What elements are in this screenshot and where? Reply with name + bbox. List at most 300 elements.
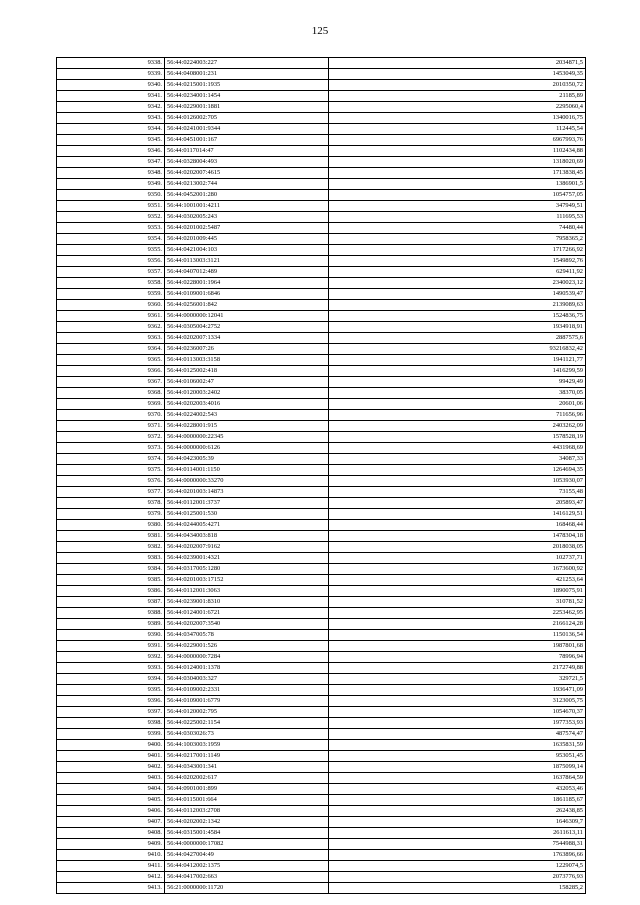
row-number-cell: 9350. — [57, 190, 165, 201]
cadastral-number-cell: 56:44:0451001:167 — [165, 135, 329, 146]
table-row — [57, 542, 586, 553]
row-number-cell: 9380. — [57, 520, 165, 531]
cadastral-value-cell: 2034871,5 — [329, 58, 586, 69]
table-row — [57, 333, 586, 344]
cadastral-number-cell: 56:44:0224002:543 — [165, 410, 329, 421]
table-row — [57, 564, 586, 575]
table-row — [57, 289, 586, 300]
table-row — [57, 410, 586, 421]
cadastral-number-cell: 56:44:0234001:1454 — [165, 91, 329, 102]
cadastral-number-cell: 56:44:0201002:5487 — [165, 223, 329, 234]
cadastral-value-cell: 1478304,18 — [329, 531, 586, 542]
row-number-cell: 9372. — [57, 432, 165, 443]
cadastral-value-cell: 432053,46 — [329, 784, 586, 795]
table-row — [57, 311, 586, 322]
cadastral-value-cell: 2073776,93 — [329, 872, 586, 883]
table-row — [57, 718, 586, 729]
row-number-cell: 9385. — [57, 575, 165, 586]
cadastral-number-cell: 56:44:0125002:418 — [165, 366, 329, 377]
row-number-cell: 9389. — [57, 619, 165, 630]
row-number-cell: 9388. — [57, 608, 165, 619]
cadastral-value-cell: 1934918,91 — [329, 322, 586, 333]
cadastral-value-cell: 2018038,05 — [329, 542, 586, 553]
row-number-cell: 9371. — [57, 421, 165, 432]
row-number-cell: 9406. — [57, 806, 165, 817]
table-row — [57, 509, 586, 520]
row-number-cell: 9352. — [57, 212, 165, 223]
table-row — [57, 223, 586, 234]
table-row — [57, 696, 586, 707]
cadastral-number-cell: 56:44:0201009:445 — [165, 234, 329, 245]
cadastral-number-cell: 56:44:0317005:1280 — [165, 564, 329, 575]
cadastral-value-cell: 1318020,69 — [329, 157, 586, 168]
table-row — [57, 245, 586, 256]
cadastral-number-cell: 56:44:0225002:1154 — [165, 718, 329, 729]
cadastral-number-cell: 56:44:0228001:915 — [165, 421, 329, 432]
cadastral-value-cell: 21185,89 — [329, 91, 586, 102]
row-number-cell: 9349. — [57, 179, 165, 190]
row-number-cell: 9369. — [57, 399, 165, 410]
row-number-cell: 9397. — [57, 707, 165, 718]
cadastral-value-cell: 168468,44 — [329, 520, 586, 531]
row-number-cell: 9360. — [57, 300, 165, 311]
cadastral-value-cell: 2166124,28 — [329, 619, 586, 630]
cadastral-number-cell: 56:44:0109001:6846 — [165, 289, 329, 300]
cadastral-number-cell: 56:44:0408001:231 — [165, 69, 329, 80]
table-row — [57, 751, 586, 762]
table-body — [57, 58, 586, 894]
table-row — [57, 146, 586, 157]
cadastral-number-cell: 56:44:0343001:341 — [165, 762, 329, 773]
row-number-cell: 9340. — [57, 80, 165, 91]
row-number-cell: 9393. — [57, 663, 165, 674]
cadastral-value-cell: 1875099,14 — [329, 762, 586, 773]
table-row — [57, 729, 586, 740]
row-number-cell: 9367. — [57, 377, 165, 388]
cadastral-number-cell: 56:44:0421004:103 — [165, 245, 329, 256]
table-row — [57, 421, 586, 432]
cadastral-value-cell: 1578528,19 — [329, 432, 586, 443]
cadastral-value-cell: 93216832,42 — [329, 344, 586, 355]
table-row — [57, 366, 586, 377]
cadastral-value-cell: 953051,45 — [329, 751, 586, 762]
cadastral-value-cell: 1763896,66 — [329, 850, 586, 861]
cadastral-number-cell: 56:44:0201003:14873 — [165, 487, 329, 498]
cadastral-value-cell: 73155,48 — [329, 487, 586, 498]
row-number-cell: 9399. — [57, 729, 165, 740]
cadastral-value-cell: 2295060,4 — [329, 102, 586, 113]
cadastral-value-cell: 1229074,5 — [329, 861, 586, 872]
cadastral-number-cell: 56:44:0112001:3063 — [165, 586, 329, 597]
cadastral-value-cell: 2172749,88 — [329, 663, 586, 674]
cadastral-value-cell: 1673600,92 — [329, 564, 586, 575]
cadastral-number-cell: 56:21:0000000:11720 — [165, 883, 329, 894]
cadastral-number-cell: 56:44:0124001:6721 — [165, 608, 329, 619]
table-row — [57, 91, 586, 102]
cadastral-value-cell: 34087,33 — [329, 454, 586, 465]
cadastral-number-cell: 56:44:0228001:1964 — [165, 278, 329, 289]
cadastral-number-cell: 56:44:0412002:1375 — [165, 861, 329, 872]
cadastral-value-cell: 1936471,09 — [329, 685, 586, 696]
row-number-cell: 9411. — [57, 861, 165, 872]
cadastral-value-cell: 6967993,76 — [329, 135, 586, 146]
row-number-cell: 9383. — [57, 553, 165, 564]
row-number-cell: 9374. — [57, 454, 165, 465]
table-row — [57, 454, 586, 465]
cadastral-number-cell: 56:44:0109001:6779 — [165, 696, 329, 707]
row-number-cell: 9356. — [57, 256, 165, 267]
cadastral-number-cell: 56:44:0901001:899 — [165, 784, 329, 795]
table-row — [57, 674, 586, 685]
table-row — [57, 828, 586, 839]
table-row — [57, 498, 586, 509]
row-number-cell: 9387. — [57, 597, 165, 608]
cadastral-value-cell: 1102434,88 — [329, 146, 586, 157]
cadastral-number-cell: 56:44:0236007:26 — [165, 344, 329, 355]
row-number-cell: 9354. — [57, 234, 165, 245]
table-row — [57, 135, 586, 146]
cadastral-value-cell: 4431968,69 — [329, 443, 586, 454]
row-number-cell: 9339. — [57, 69, 165, 80]
cadastral-number-cell: 56:44:0000000:22345 — [165, 432, 329, 443]
cadastral-value-cell: 347949,51 — [329, 201, 586, 212]
table-row — [57, 630, 586, 641]
row-number-cell: 9368. — [57, 388, 165, 399]
row-number-cell: 9396. — [57, 696, 165, 707]
table-row — [57, 344, 586, 355]
row-number-cell: 9346. — [57, 146, 165, 157]
row-number-cell: 9362. — [57, 322, 165, 333]
cadastral-value-cell: 2010350,72 — [329, 80, 586, 91]
table-row — [57, 465, 586, 476]
table-row — [57, 69, 586, 80]
table-row — [57, 113, 586, 124]
cadastral-number-cell: 56:44:0328004:493 — [165, 157, 329, 168]
table-row — [57, 355, 586, 366]
cadastral-number-cell: 56:44:0427004:49 — [165, 850, 329, 861]
cadastral-number-cell: 56:44:0117014:47 — [165, 146, 329, 157]
row-number-cell: 9353. — [57, 223, 165, 234]
row-number-cell: 9359. — [57, 289, 165, 300]
cadastral-number-cell: 56:44:0202007:1334 — [165, 333, 329, 344]
table-row — [57, 773, 586, 784]
cadastral-value-cell: 1264694,35 — [329, 465, 586, 476]
cadastral-number-cell: 56:44:0213002:744 — [165, 179, 329, 190]
row-number-cell: 9394. — [57, 674, 165, 685]
row-number-cell: 9410. — [57, 850, 165, 861]
cadastral-number-cell: 56:44:0000000:7284 — [165, 652, 329, 663]
table-row — [57, 179, 586, 190]
row-number-cell: 9405. — [57, 795, 165, 806]
table-row — [57, 553, 586, 564]
cadastral-number-cell: 56:44:0106002:47 — [165, 377, 329, 388]
cadastral-number-cell: 56:44:0202007:3540 — [165, 619, 329, 630]
cadastral-number-cell: 56:44:0229001:1881 — [165, 102, 329, 113]
cadastral-value-cell: 1861185,67 — [329, 795, 586, 806]
table-row — [57, 850, 586, 861]
cadastral-number-cell: 56:44:0315001:4584 — [165, 828, 329, 839]
cadastral-number-cell: 56:44:0000000:17082 — [165, 839, 329, 850]
cadastral-number-cell: 56:44:0126002:705 — [165, 113, 329, 124]
cadastral-number-cell: 56:44:0120003:2402 — [165, 388, 329, 399]
row-number-cell: 9395. — [57, 685, 165, 696]
row-number-cell: 9358. — [57, 278, 165, 289]
cadastral-value-cell: 487574,47 — [329, 729, 586, 740]
cadastral-value-cell: 20601,06 — [329, 399, 586, 410]
row-number-cell: 9413. — [57, 883, 165, 894]
row-number-cell: 9408. — [57, 828, 165, 839]
table-row — [57, 762, 586, 773]
cadastral-value-cell: 205893,47 — [329, 498, 586, 509]
cadastral-value-cell: 111695,53 — [329, 212, 586, 223]
cadastral-number-cell: 56:44:0202003:4016 — [165, 399, 329, 410]
table-row — [57, 685, 586, 696]
cadastral-value-cell: 1416129,51 — [329, 509, 586, 520]
cadastral-number-cell: 56:44:0423005:39 — [165, 454, 329, 465]
table-row — [57, 784, 586, 795]
row-number-cell: 9375. — [57, 465, 165, 476]
cadastral-number-cell: 56:44:0417002:663 — [165, 872, 329, 883]
table-row — [57, 278, 586, 289]
table-row — [57, 80, 586, 91]
table-row — [57, 487, 586, 498]
cadastral-number-cell: 56:44:0114001:1150 — [165, 465, 329, 476]
cadastral-value-cell: 38370,05 — [329, 388, 586, 399]
table-row — [57, 641, 586, 652]
row-number-cell: 9384. — [57, 564, 165, 575]
table-row — [57, 652, 586, 663]
cadastral-number-cell: 56:44:0224003:227 — [165, 58, 329, 69]
table-row — [57, 476, 586, 487]
table-row — [57, 322, 586, 333]
cadastral-number-cell: 56:44:0120002:795 — [165, 707, 329, 718]
cadastral-value-cell: 310781,52 — [329, 597, 586, 608]
cadastral-value-cell: 1890075,91 — [329, 586, 586, 597]
cadastral-number-cell: 56:44:0304003:327 — [165, 674, 329, 685]
table-row — [57, 839, 586, 850]
table-row — [57, 377, 586, 388]
cadastral-value-cell: 2611613,11 — [329, 828, 586, 839]
table-row — [57, 883, 586, 894]
cadastral-value-cell: 1717266,92 — [329, 245, 586, 256]
cadastral-number-cell: 56:44:0112003:2708 — [165, 806, 329, 817]
cadastral-value-cell: 1646309,7 — [329, 817, 586, 828]
cadastral-value-cell: 329721,5 — [329, 674, 586, 685]
cadastral-number-cell: 56:44:0217001:1149 — [165, 751, 329, 762]
table-row — [57, 300, 586, 311]
row-number-cell: 9373. — [57, 443, 165, 454]
table-row — [57, 861, 586, 872]
cadastral-number-cell: 56:44:0305004:2752 — [165, 322, 329, 333]
table-row — [57, 619, 586, 630]
table-row — [57, 663, 586, 674]
cadastral-number-cell: 56:44:0202002:1342 — [165, 817, 329, 828]
table-row — [57, 234, 586, 245]
cadastral-number-cell: 56:44:0239001:8310 — [165, 597, 329, 608]
table-row — [57, 212, 586, 223]
row-number-cell: 9403. — [57, 773, 165, 784]
row-number-cell: 9382. — [57, 542, 165, 553]
cadastral-value-cell: 1490539,47 — [329, 289, 586, 300]
cadastral-value-cell: 74480,44 — [329, 223, 586, 234]
cadastral-number-cell: 56:44:0202002:617 — [165, 773, 329, 784]
cadastral-number-cell: 56:44:0239001:4321 — [165, 553, 329, 564]
row-number-cell: 9391. — [57, 641, 165, 652]
row-number-cell: 9366. — [57, 366, 165, 377]
cadastral-value-cell: 1524836,75 — [329, 311, 586, 322]
cadastral-value-cell: 2340023,12 — [329, 278, 586, 289]
row-number-cell: 9379. — [57, 509, 165, 520]
table-row — [57, 157, 586, 168]
row-number-cell: 9381. — [57, 531, 165, 542]
table-row — [57, 102, 586, 113]
cadastral-value-cell: 1054757,05 — [329, 190, 586, 201]
cadastral-number-cell: 56:44:1001001:4211 — [165, 201, 329, 212]
cadastral-number-cell: 56:44:0229001:526 — [165, 641, 329, 652]
table-row — [57, 795, 586, 806]
table-row — [57, 531, 586, 542]
row-number-cell: 9357. — [57, 267, 165, 278]
row-number-cell: 9363. — [57, 333, 165, 344]
table-row — [57, 740, 586, 751]
cadastral-value-cell: 1386901,5 — [329, 179, 586, 190]
cadastral-value-cell: 1941121,77 — [329, 355, 586, 366]
cadastral-value-cell: 112445,54 — [329, 124, 586, 135]
row-number-cell: 9341. — [57, 91, 165, 102]
table-row — [57, 168, 586, 179]
cadastral-number-cell: 56:44:0256001:842 — [165, 300, 329, 311]
cadastral-value-cell: 262438,85 — [329, 806, 586, 817]
cadastral-value-cell: 1416299,59 — [329, 366, 586, 377]
table-row — [57, 597, 586, 608]
cadastral-value-cell: 1637864,59 — [329, 773, 586, 784]
row-number-cell: 9409. — [57, 839, 165, 850]
table-row — [57, 707, 586, 718]
table-row — [57, 190, 586, 201]
cadastral-value-cell: 2403262,09 — [329, 421, 586, 432]
cadastral-value-cell: 1713838,45 — [329, 168, 586, 179]
cadastral-number-cell: 56:44:0303026:73 — [165, 729, 329, 740]
cadastral-value-cell: 1635831,59 — [329, 740, 586, 751]
row-number-cell: 9386. — [57, 586, 165, 597]
table-row — [57, 872, 586, 883]
cadastral-number-cell: 56:44:0347005:78 — [165, 630, 329, 641]
cadastral-value-cell: 421253,64 — [329, 575, 586, 586]
row-number-cell: 9345. — [57, 135, 165, 146]
cadastral-number-cell: 56:44:0000000:6126 — [165, 443, 329, 454]
row-number-cell: 9390. — [57, 630, 165, 641]
row-number-cell: 9364. — [57, 344, 165, 355]
cadastral-number-cell: 56:44:0112001:3737 — [165, 498, 329, 509]
row-number-cell: 9401. — [57, 751, 165, 762]
table-row — [57, 520, 586, 531]
table-row — [57, 443, 586, 454]
row-number-cell: 9412. — [57, 872, 165, 883]
table-row — [57, 575, 586, 586]
cadastral-number-cell: 56:44:0434003:818 — [165, 531, 329, 542]
cadastral-number-cell: 56:44:0452001:280 — [165, 190, 329, 201]
cadastral-value-table — [56, 57, 586, 894]
cadastral-value-cell: 1053930,07 — [329, 476, 586, 487]
cadastral-value-cell: 99429,49 — [329, 377, 586, 388]
cadastral-value-cell: 2887575,6 — [329, 333, 586, 344]
cadastral-number-cell: 56:44:0125001:530 — [165, 509, 329, 520]
table-row — [57, 256, 586, 267]
cadastral-value-cell: 1150136,54 — [329, 630, 586, 641]
cadastral-number-cell: 56:44:0241001:9344 — [165, 124, 329, 135]
table-row — [57, 608, 586, 619]
cadastral-number-cell: 56:44:0115001:664 — [165, 795, 329, 806]
cadastral-value-cell: 7958365,2 — [329, 234, 586, 245]
row-number-cell: 9398. — [57, 718, 165, 729]
table-row — [57, 817, 586, 828]
cadastral-number-cell: 56:44:0113003:3121 — [165, 256, 329, 267]
cadastral-value-cell: 158285,2 — [329, 883, 586, 894]
cadastral-value-cell: 1340016,75 — [329, 113, 586, 124]
cadastral-value-cell: 1054670,37 — [329, 707, 586, 718]
cadastral-number-cell: 56:44:0202007:9162 — [165, 542, 329, 553]
cadastral-value-cell: 1453049,35 — [329, 69, 586, 80]
cadastral-number-cell: 56:44:0202007:4615 — [165, 168, 329, 179]
row-number-cell: 9348. — [57, 168, 165, 179]
row-number-cell: 9378. — [57, 498, 165, 509]
cadastral-number-cell: 56:44:0201003:17152 — [165, 575, 329, 586]
cadastral-value-cell: 2253462,95 — [329, 608, 586, 619]
cadastral-number-cell: 56:44:0302005:243 — [165, 212, 329, 223]
row-number-cell: 9392. — [57, 652, 165, 663]
table-row — [57, 388, 586, 399]
cadastral-value-cell: 102737,71 — [329, 553, 586, 564]
cadastral-value-cell: 78996,94 — [329, 652, 586, 663]
cadastral-value-cell: 629411,92 — [329, 267, 586, 278]
table-row — [57, 432, 586, 443]
row-number-cell: 9355. — [57, 245, 165, 256]
table-row — [57, 58, 586, 69]
cadastral-value-cell: 1549892,76 — [329, 256, 586, 267]
table-row — [57, 267, 586, 278]
page-number: 125 — [311, 25, 329, 37]
cadastral-number-cell: 56:44:0000000:12041 — [165, 311, 329, 322]
row-number-cell: 9338. — [57, 58, 165, 69]
cadastral-number-cell: 56:44:0215001:1935 — [165, 80, 329, 91]
table-row — [57, 201, 586, 212]
row-number-cell: 9376. — [57, 476, 165, 487]
row-number-cell: 9407. — [57, 817, 165, 828]
cadastral-value-cell: 1987801,68 — [329, 641, 586, 652]
cadastral-number-cell: 56:44:0000000:33270 — [165, 476, 329, 487]
row-number-cell: 9377. — [57, 487, 165, 498]
row-number-cell: 9342. — [57, 102, 165, 113]
cadastral-value-cell: 711656,96 — [329, 410, 586, 421]
row-number-cell: 9344. — [57, 124, 165, 135]
cadastral-number-cell: 56:44:0124001:1378 — [165, 663, 329, 674]
row-number-cell: 9402. — [57, 762, 165, 773]
row-number-cell: 9343. — [57, 113, 165, 124]
row-number-cell: 9404. — [57, 784, 165, 795]
row-number-cell: 9361. — [57, 311, 165, 322]
table-row — [57, 399, 586, 410]
table-row — [57, 586, 586, 597]
row-number-cell: 9365. — [57, 355, 165, 366]
cadastral-value-cell: 7544988,31 — [329, 839, 586, 850]
cadastral-number-cell: 56:44:0244005:4271 — [165, 520, 329, 531]
cadastral-value-cell: 2139089,63 — [329, 300, 586, 311]
row-number-cell: 9347. — [57, 157, 165, 168]
table-row — [57, 806, 586, 817]
cadastral-number-cell: 56:44:0113003:3158 — [165, 355, 329, 366]
row-number-cell: 9400. — [57, 740, 165, 751]
cadastral-number-cell: 56:44:0109002:2331 — [165, 685, 329, 696]
